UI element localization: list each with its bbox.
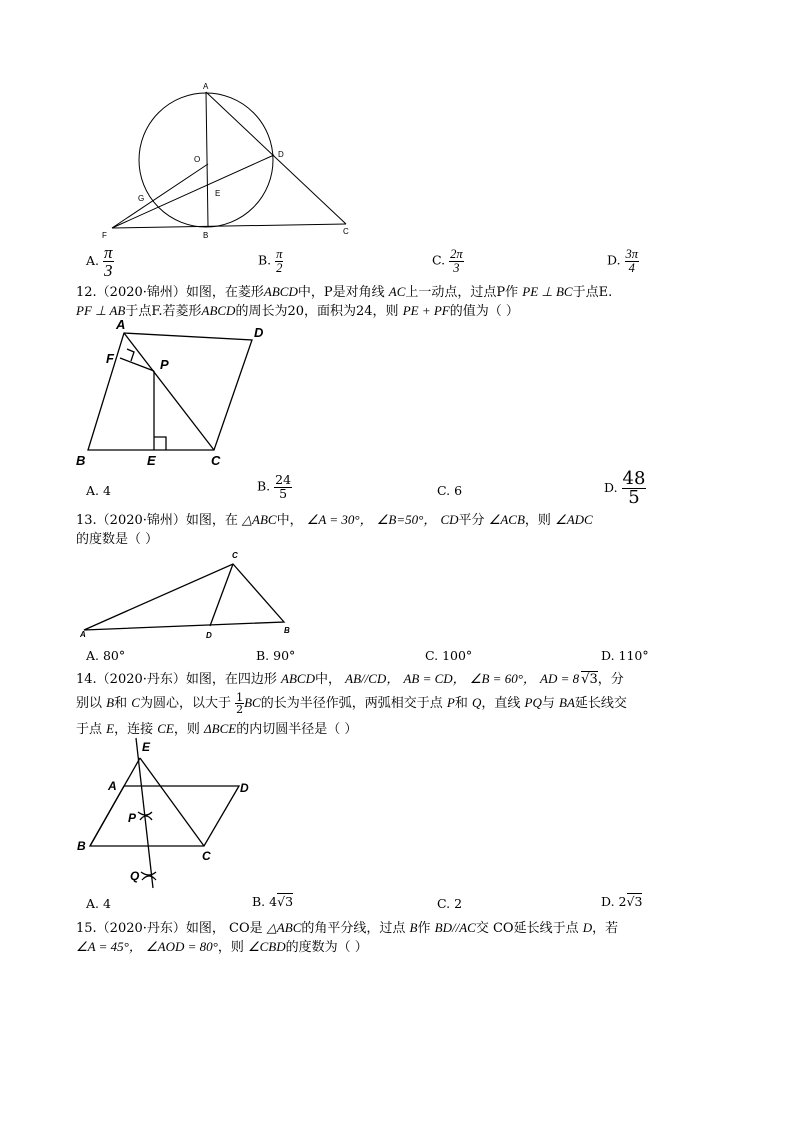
q14-option-b[interactable]: B. 4√3 <box>252 894 294 909</box>
q13-label-c: C <box>232 551 238 560</box>
q12-text-line1: 12.（2020·锦州）如图，在菱形ABCD中，P是对角线 AC上一动点，过点P作 PE ⊥ BC于点E. <box>76 284 613 300</box>
q14-arc-q-1 <box>141 872 156 875</box>
q13-option-b[interactable]: B. 90° <box>256 648 296 663</box>
q11-segment-fd <box>112 155 274 228</box>
q12-option-a[interactable]: A. 4 <box>86 483 111 498</box>
q14-arc-p-2 <box>140 816 152 820</box>
q15-text-line1: 15.（2020·丹东）如图， CO是 △ABC的角平分线，过点 B作 BD//AC交 CO延长线于点 D，若 <box>76 920 619 936</box>
q11-label-g: G <box>138 194 145 203</box>
q14-parallelogram <box>90 786 239 846</box>
q12-label-d: D <box>254 325 264 340</box>
q12-label-a: A <box>116 317 126 332</box>
q11-segment-ac <box>206 92 346 224</box>
q14-label-c: C <box>202 849 211 863</box>
q12-label-c: C <box>211 453 221 468</box>
q12-figure <box>74 315 274 470</box>
q13-figure <box>76 546 301 641</box>
q11-segment-ab <box>206 92 208 226</box>
q12-right-angle-f <box>127 349 134 361</box>
q11-segment-fc <box>112 224 346 228</box>
q12-label-f: F <box>106 351 114 366</box>
q11-label-a: A <box>203 82 209 91</box>
q13-label-b: B <box>284 626 290 635</box>
q13-triangle <box>84 564 284 630</box>
q14-figure <box>74 736 264 896</box>
q11-option-b[interactable]: B. $\frac{\pi}{2}$ <box>258 247 283 275</box>
q12-option-c[interactable]: C. 6 <box>437 483 463 498</box>
q12-text-line2: PF ⊥ AB于点F.若菱形ABCD的周长为20，面积为24，则 PE + PF的值为（ ） <box>76 303 519 319</box>
q11-label-c: C <box>343 227 349 236</box>
q13-label-a: A <box>80 630 86 639</box>
q14-segment-be <box>90 758 140 846</box>
q13-text-line2: 的度数是（ ） <box>76 532 159 547</box>
q14-option-d[interactable]: D. 2√3 <box>601 894 643 909</box>
q13-text-line1: 13.（2020·锦州）如图，在 △ABC中， ∠A = 30°， ∠B=50°， CD平分 ∠ACB，则 ∠ADC <box>76 512 593 528</box>
q14-option-c[interactable]: C. 2 <box>437 896 463 911</box>
q14-text-line2: 别以 B和 C为圆心，以大于 $\frac{1}{2}$ BC的长为半径作弧，两弧相交于点 P和 Q，直线 PQ与 BA延长线交 <box>76 691 627 716</box>
q14-label-b: B <box>77 839 86 853</box>
q13-label-d: D <box>206 631 212 640</box>
q14-segment-ce <box>140 758 204 846</box>
q11-segment-fo <box>112 164 208 228</box>
q14-arc-q-2 <box>142 876 156 880</box>
q11-label-b: B <box>203 231 209 240</box>
q14-label-a: A <box>108 779 117 793</box>
q13-option-c[interactable]: C. 100° <box>425 648 473 663</box>
q13-option-d[interactable]: D. 110° <box>601 648 649 663</box>
q11-label-f: F <box>102 231 107 240</box>
q12-right-angle-e <box>154 437 166 450</box>
q12-option-d[interactable]: D. $\frac{48}{5}$ <box>604 468 646 508</box>
q15-text-line2: ∠A = 45°， ∠AOD = 80°，则 ∠CBD的度数为（ ） <box>76 939 368 955</box>
q14-label-p: P <box>128 811 137 825</box>
q14-option-a[interactable]: A. 4 <box>86 896 111 911</box>
q14-label-d: D <box>240 781 249 795</box>
q12-label-p: P <box>160 357 169 372</box>
q11-label-d: D <box>278 150 284 159</box>
q14-text-line3: 于点 E，连接 CE，则 ΔBCE的内切圆半径是（ ） <box>76 721 358 737</box>
q11-label-o: O <box>194 155 201 164</box>
q12-option-b[interactable]: B. $\frac{24}{5}$ <box>257 472 292 501</box>
q14-label-e: E <box>142 740 151 754</box>
q14-label-q: Q <box>130 869 140 883</box>
q13-option-a[interactable]: A. 80° <box>86 648 126 663</box>
q12-diagonal-ac <box>124 333 214 450</box>
q11-label-e: E <box>215 189 221 198</box>
q11-option-a[interactable]: A. $\frac{\pi}{3}$ <box>86 243 113 280</box>
q12-label-e: E <box>147 453 156 468</box>
q11-option-c[interactable]: C. $\frac{2\pi}{3}$ <box>432 247 463 275</box>
q12-label-b: B <box>76 453 86 468</box>
q11-figure <box>100 78 360 243</box>
q14-text-line1: 14.（2020·丹东）如图，在四边形 ABCD中， AB//CD， AB = CD， ∠B = 60°， AD = 8 √3，分 <box>76 671 624 687</box>
q11-option-d[interactable]: D. $\frac{3\pi}{4}$ <box>607 247 639 275</box>
